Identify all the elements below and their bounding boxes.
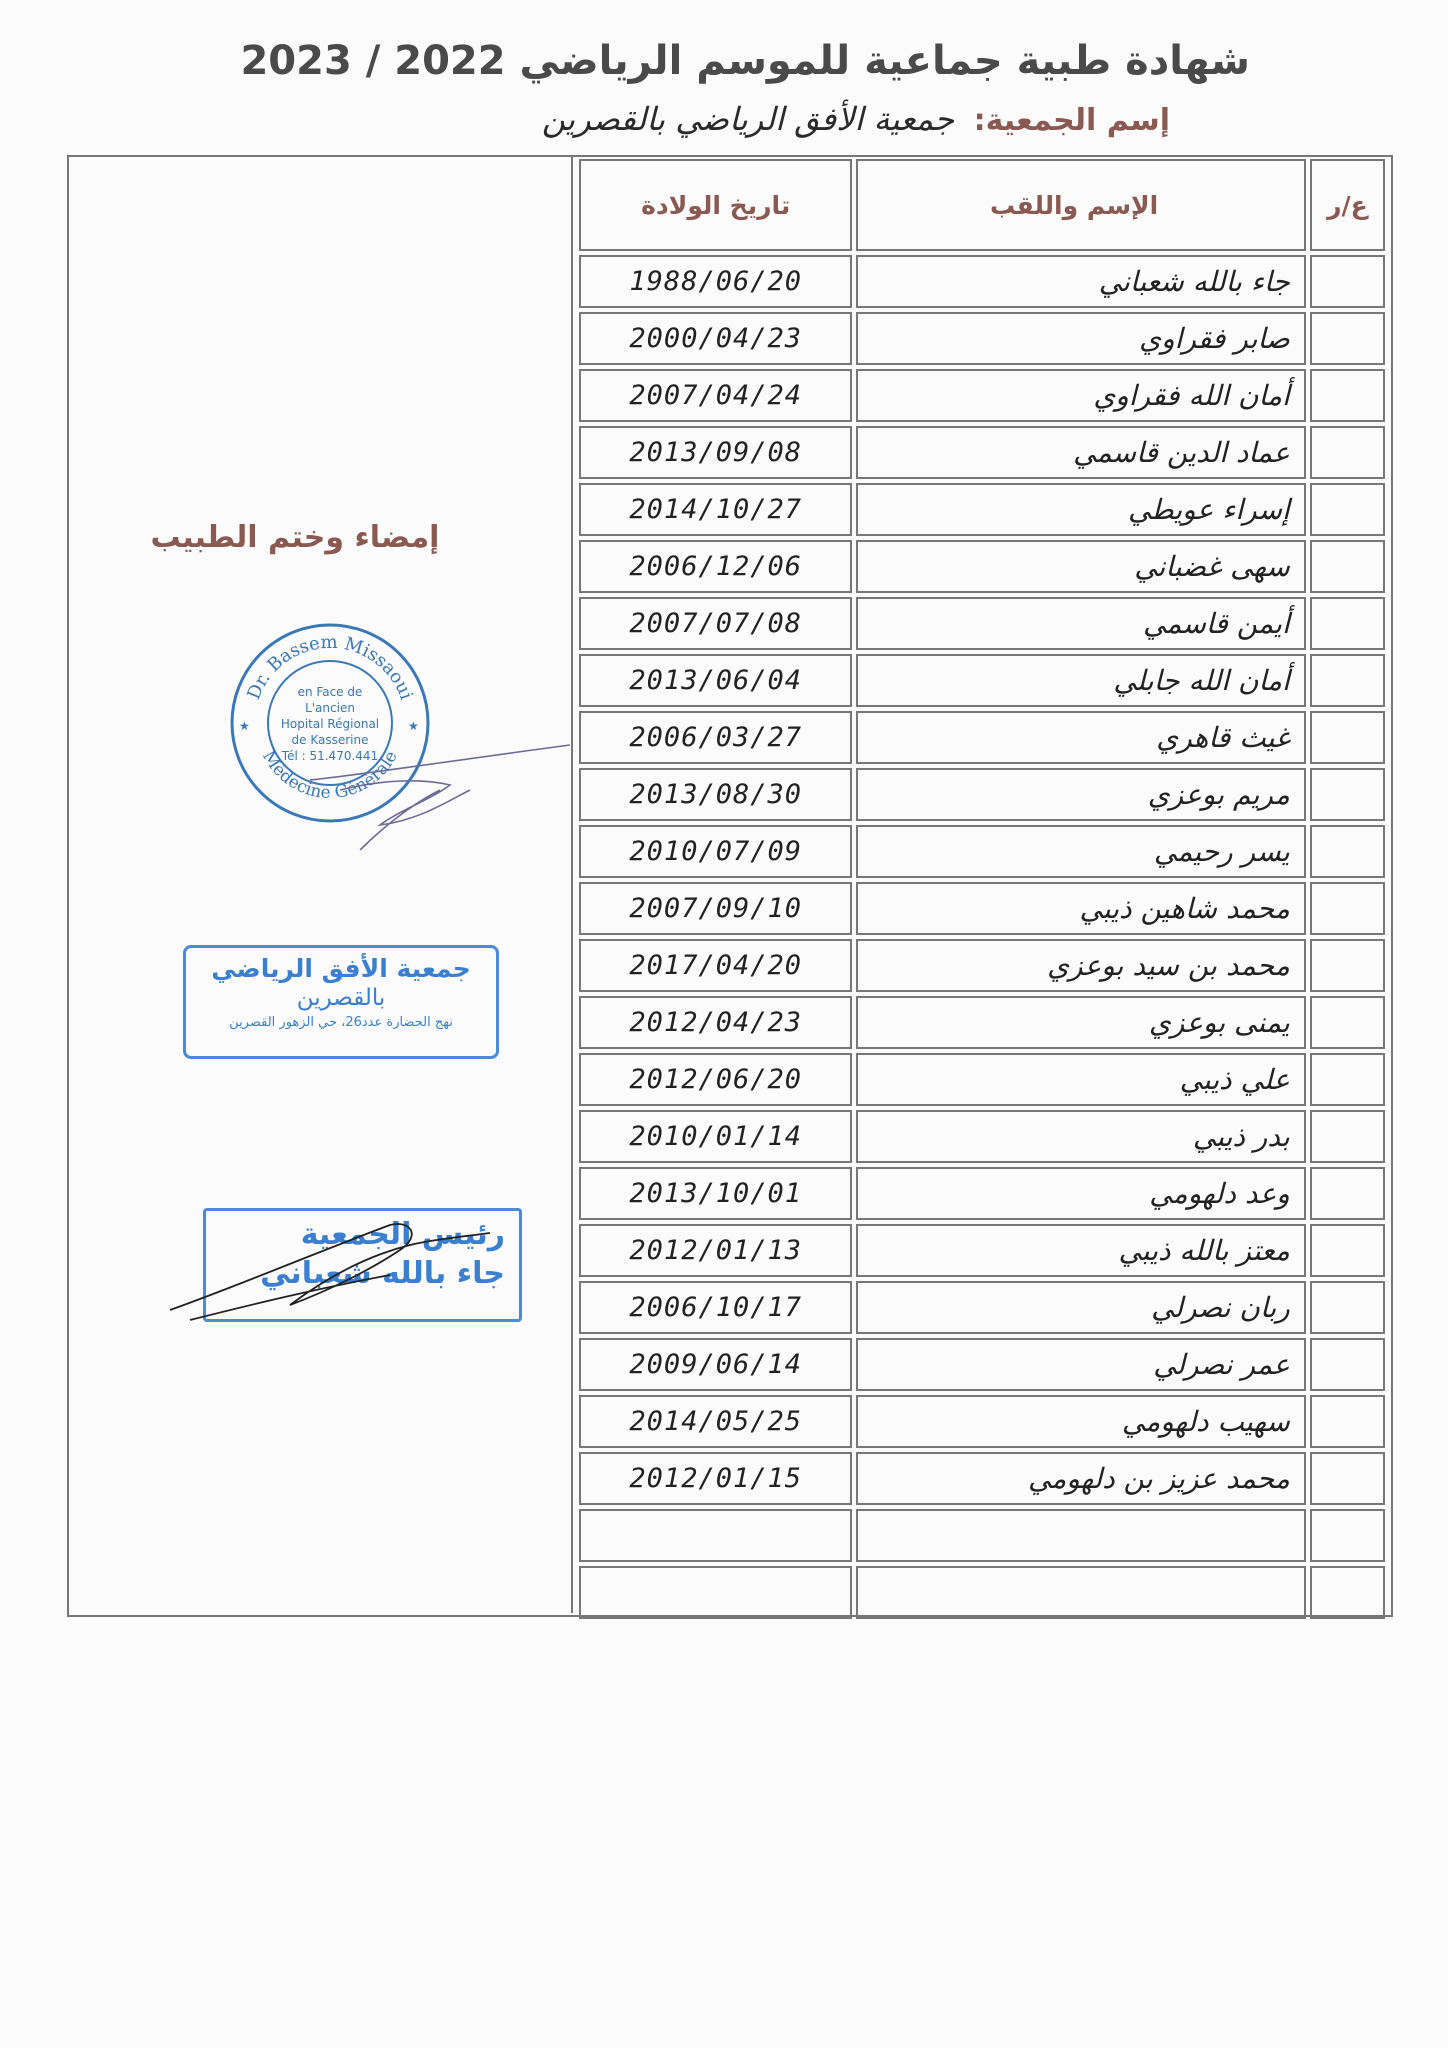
column-header-number: ع/ر xyxy=(1310,159,1385,251)
table-row xyxy=(579,1281,1385,1334)
association-value: جمعية الأفق الرياضي بالقصرين xyxy=(541,100,955,138)
row-number-cell xyxy=(1310,996,1385,1049)
table-row xyxy=(579,1338,1385,1391)
row-name-cell: محمد بن سيد بوعزي xyxy=(856,939,1305,992)
row-birthdate-cell: 2013/09/08 xyxy=(579,426,852,479)
president-stamp-line2: جاء بالله شعباني xyxy=(260,1256,505,1291)
row-birthdate-cell: 2007/07/08 xyxy=(579,597,852,650)
doctor-stamp-bottom-arc: Médecine Générale xyxy=(258,747,402,804)
row-birthdate-cell: 2007/04/24 xyxy=(579,369,852,422)
row-name-cell: مريم بوعزي xyxy=(856,768,1305,821)
row-birthdate-cell: 2012/01/13 xyxy=(579,1224,852,1277)
row-number-cell xyxy=(1310,597,1385,650)
left-panel xyxy=(67,155,573,1613)
row-number-cell xyxy=(1310,768,1385,821)
row-number-cell xyxy=(1310,1566,1385,1619)
club-stamp-line2: بالقصرين xyxy=(296,985,386,1011)
row-name-cell: معتز بالله ذيبي xyxy=(856,1224,1305,1277)
row-name-cell: غيث قاهري xyxy=(856,711,1305,764)
table-row xyxy=(579,1566,1385,1619)
row-name-cell: وعد دلهومي xyxy=(856,1167,1305,1220)
table-row xyxy=(579,483,1385,536)
table-row xyxy=(579,369,1385,422)
star-icon: ★ xyxy=(239,719,250,733)
row-name-cell: محمد عزيز بن دلهومي xyxy=(856,1452,1305,1505)
table-row xyxy=(579,654,1385,707)
club-stamp-line1: جمعية الأفق الرياضي xyxy=(211,954,471,983)
row-number-cell xyxy=(1310,1167,1385,1220)
table-row xyxy=(579,426,1385,479)
table-row xyxy=(579,1509,1385,1562)
table-row xyxy=(579,1224,1385,1277)
association-label: إسم الجمعية: xyxy=(973,103,1170,138)
row-number-cell xyxy=(1310,1395,1385,1448)
row-birthdate-cell: 2014/05/25 xyxy=(579,1395,852,1448)
column-header-birthdate: تاريخ الولادة xyxy=(579,159,852,251)
row-number-cell xyxy=(1310,1224,1385,1277)
row-birthdate-cell: 2013/06/04 xyxy=(579,654,852,707)
president-stamp xyxy=(203,1208,522,1322)
row-birthdate-cell: 2012/01/15 xyxy=(579,1452,852,1505)
table-row xyxy=(579,1167,1385,1220)
row-birthdate-cell: 2012/06/20 xyxy=(579,1053,852,1106)
column-header-name: الإسم واللقب xyxy=(856,159,1305,251)
row-number-cell xyxy=(1310,654,1385,707)
row-number-cell xyxy=(1310,369,1385,422)
row-birthdate-cell xyxy=(579,1566,852,1619)
roster-table-wrap xyxy=(575,155,1389,1623)
row-name-cell: أيمن قاسمي xyxy=(856,597,1305,650)
row-birthdate-cell: 2010/01/14 xyxy=(579,1110,852,1163)
row-name-cell: صابر فقراوي xyxy=(856,312,1305,365)
row-name-cell: عماد الدين قاسمي xyxy=(856,426,1305,479)
row-birthdate-cell: 1988/06/20 xyxy=(579,255,852,308)
row-number-cell xyxy=(1310,483,1385,536)
row-name-cell: جاء بالله شعباني xyxy=(856,255,1305,308)
table-row xyxy=(579,597,1385,650)
president-stamp-line1: رئيس الجمعية xyxy=(300,1217,505,1252)
table-row xyxy=(579,882,1385,935)
doctor-signature-title: إمضاء وختم الطبيب xyxy=(150,520,440,555)
page-title: شهادة طبية جماعية للموسم الرياضي 2022 / 2023 xyxy=(240,38,1250,84)
table-row xyxy=(579,768,1385,821)
doctor-stamp-line5: Tél : 51.470.441 xyxy=(281,749,379,763)
row-name-cell: ربان نصرلي xyxy=(856,1281,1305,1334)
row-number-cell xyxy=(1310,711,1385,764)
row-name-cell: يسر رحيمي xyxy=(856,825,1305,878)
row-name-cell: محمد شاهين ذيبي xyxy=(856,882,1305,935)
table-row xyxy=(579,1452,1385,1505)
association-line xyxy=(360,100,1170,148)
table-row xyxy=(579,1110,1385,1163)
row-birthdate-cell: 2006/10/17 xyxy=(579,1281,852,1334)
row-birthdate-cell: 2014/10/27 xyxy=(579,483,852,536)
row-number-cell xyxy=(1310,312,1385,365)
table-header-row xyxy=(579,159,1385,251)
row-birthdate-cell: 2000/04/23 xyxy=(579,312,852,365)
row-number-cell xyxy=(1310,825,1385,878)
roster-table xyxy=(575,155,1389,1623)
row-birthdate-cell: 2017/04/20 xyxy=(579,939,852,992)
row-number-cell xyxy=(1310,426,1385,479)
star-icon: ★ xyxy=(408,719,419,733)
row-name-cell: عمر نصرلي xyxy=(856,1338,1305,1391)
row-birthdate-cell: 2006/12/06 xyxy=(579,540,852,593)
doctor-stamp-line2: L'ancien xyxy=(305,701,355,715)
row-name-cell: سهى غضباني xyxy=(856,540,1305,593)
club-stamp xyxy=(183,945,499,1059)
row-birthdate-cell: 2006/03/27 xyxy=(579,711,852,764)
doctor-stamp-line4: de Kasserine xyxy=(291,733,369,747)
row-birthdate-cell: 2010/07/09 xyxy=(579,825,852,878)
row-number-cell xyxy=(1310,1110,1385,1163)
table-row xyxy=(579,312,1385,365)
row-number-cell xyxy=(1310,1053,1385,1106)
table-row xyxy=(579,540,1385,593)
row-name-cell: بدر ذيبي xyxy=(856,1110,1305,1163)
doctor-stamp-top-arc: Dr. Bassem Missaoui xyxy=(243,631,417,703)
row-name-cell xyxy=(856,1566,1305,1619)
row-number-cell xyxy=(1310,939,1385,992)
row-birthdate-cell: 2012/04/23 xyxy=(579,996,852,1049)
row-name-cell: أمان الله جابلي xyxy=(856,654,1305,707)
row-number-cell xyxy=(1310,540,1385,593)
row-birthdate-cell: 2007/09/10 xyxy=(579,882,852,935)
doctor-stamp-line3: Hopital Régional xyxy=(280,717,380,731)
row-name-cell: علي ذيبي xyxy=(856,1053,1305,1106)
row-birthdate-cell xyxy=(579,1509,852,1562)
row-name-cell: أمان الله فقراوي xyxy=(856,369,1305,422)
club-stamp-line3: نهج الحضارة عدد26، حي الزهور القصرين xyxy=(229,1015,453,1030)
row-name-cell xyxy=(856,1509,1305,1562)
row-name-cell: يمنى بوعزي xyxy=(856,996,1305,1049)
row-birthdate-cell: 2013/08/30 xyxy=(579,768,852,821)
table-row xyxy=(579,939,1385,992)
row-birthdate-cell: 2009/06/14 xyxy=(579,1338,852,1391)
doctor-stamp-line1: en Face de xyxy=(297,685,363,699)
table-row xyxy=(579,1053,1385,1106)
row-number-cell xyxy=(1310,255,1385,308)
table-row xyxy=(579,996,1385,1049)
row-birthdate-cell: 2013/10/01 xyxy=(579,1167,852,1220)
table-row xyxy=(579,255,1385,308)
row-number-cell xyxy=(1310,1509,1385,1562)
row-number-cell xyxy=(1310,1452,1385,1505)
row-number-cell xyxy=(1310,1281,1385,1334)
doctor-stamp xyxy=(225,618,435,828)
row-name-cell: سهيب دلهومي xyxy=(856,1395,1305,1448)
row-name-cell: إسراء عويطي xyxy=(856,483,1305,536)
table-row xyxy=(579,1395,1385,1448)
row-number-cell xyxy=(1310,1338,1385,1391)
table-row xyxy=(579,711,1385,764)
row-number-cell xyxy=(1310,882,1385,935)
table-row xyxy=(579,825,1385,878)
